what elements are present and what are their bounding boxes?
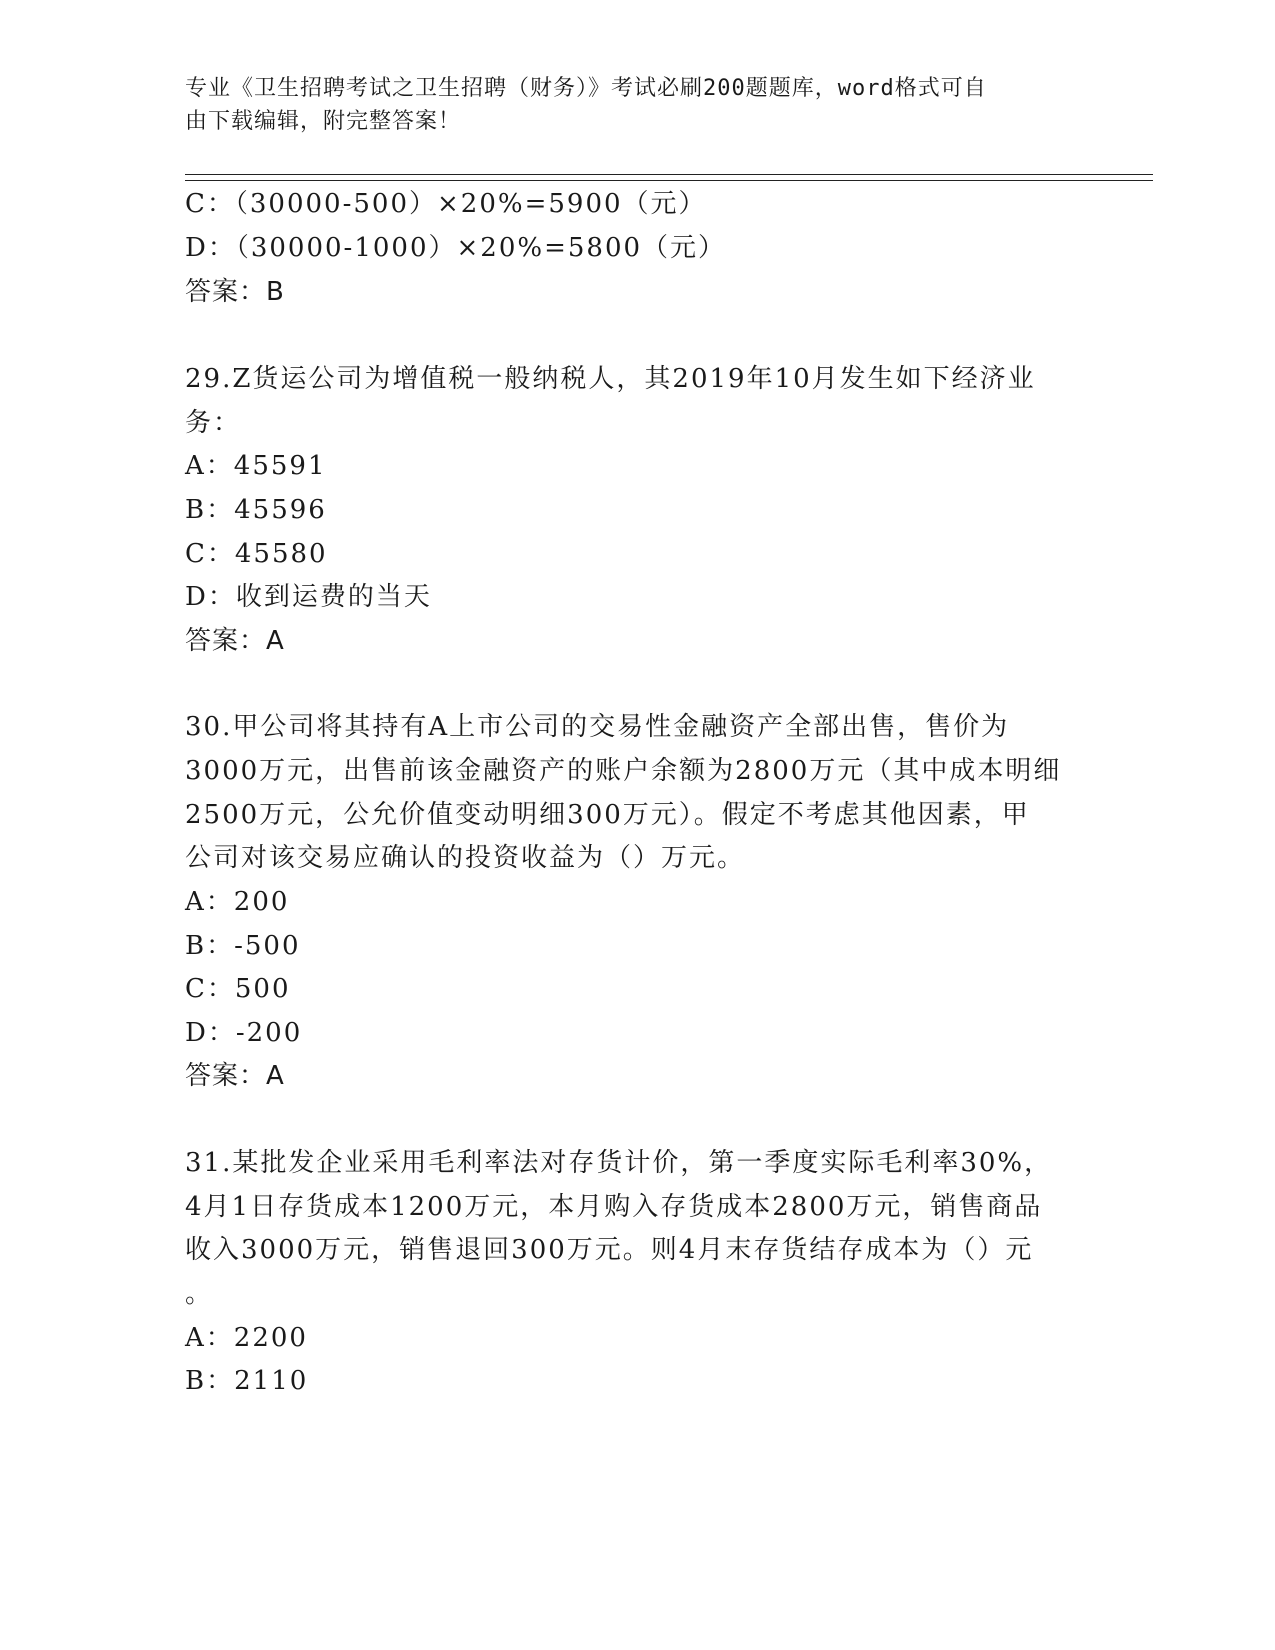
- q31-option-b: B：2110: [185, 1366, 309, 1396]
- q29-stem-line-1: 29.Z货运公司为增值税一般纳税人，其2019年10月发生如下经济业: [185, 364, 1036, 394]
- q30-stem-line-3: 2500万元，公允价值变动明细300万元）。假定不考虑其他因素，甲: [185, 800, 1030, 830]
- q29-stem-line-2: 务：: [185, 408, 242, 438]
- q31-stem-line-4: 。: [185, 1279, 214, 1309]
- q28-option-c: C：（30000-500）×20%=5900（元）: [185, 189, 707, 219]
- q31-stem-line-3: 收入3000万元，销售退回300万元。则4月末存货结存成本为（）元: [185, 1235, 1034, 1265]
- q28-answer: 答案：B: [185, 277, 285, 307]
- q30-answer: 答案：A: [185, 1061, 285, 1091]
- q30-stem-line-2: 3000万元，出售前该金融资产的账户余额为2800万元（其中成本明细: [185, 756, 1062, 786]
- q29-answer: 答案：A: [185, 626, 285, 656]
- q29-option-d: D：收到运费的当天: [185, 582, 432, 612]
- q31-stem-line-1: 31.某批发企业采用毛利率法对存货计价，第一季度实际毛利率30%，: [185, 1148, 1053, 1178]
- q30-option-a: A：200: [185, 887, 290, 917]
- q31-stem-line-2: 4月1日存货成本1200万元，本月购入存货成本2800万元，销售商品: [185, 1192, 1043, 1222]
- q29-option-b: B：45596: [185, 495, 327, 525]
- q30-stem-line-4: 公司对该交易应确认的投资收益为（）万元。: [185, 843, 746, 873]
- q29-option-c: C：45580: [185, 539, 328, 569]
- q30-option-d: D：-200: [185, 1018, 303, 1048]
- header-divider-top: [185, 174, 1153, 175]
- header-divider-bottom: [185, 180, 1153, 181]
- header-line-1: 专业《卫生招聘考试之卫生招聘（财务）》考试必刷200题题库，word格式可自: [185, 76, 987, 101]
- q30-option-c: C：500: [185, 974, 291, 1004]
- q29-option-a: A：45591: [185, 451, 327, 481]
- q30-option-b: B：-500: [185, 931, 301, 961]
- header-line-2: 由下载编辑，附完整答案！: [185, 109, 462, 134]
- document-header: [185, 72, 1075, 138]
- q30-stem-line-1: 30.甲公司将其持有A上市公司的交易性金融资产全部出售，售价为: [185, 712, 1010, 742]
- q28-option-d: D：（30000-1000）×20%=5800（元）: [185, 233, 727, 263]
- q31-option-a: A：2200: [185, 1323, 308, 1353]
